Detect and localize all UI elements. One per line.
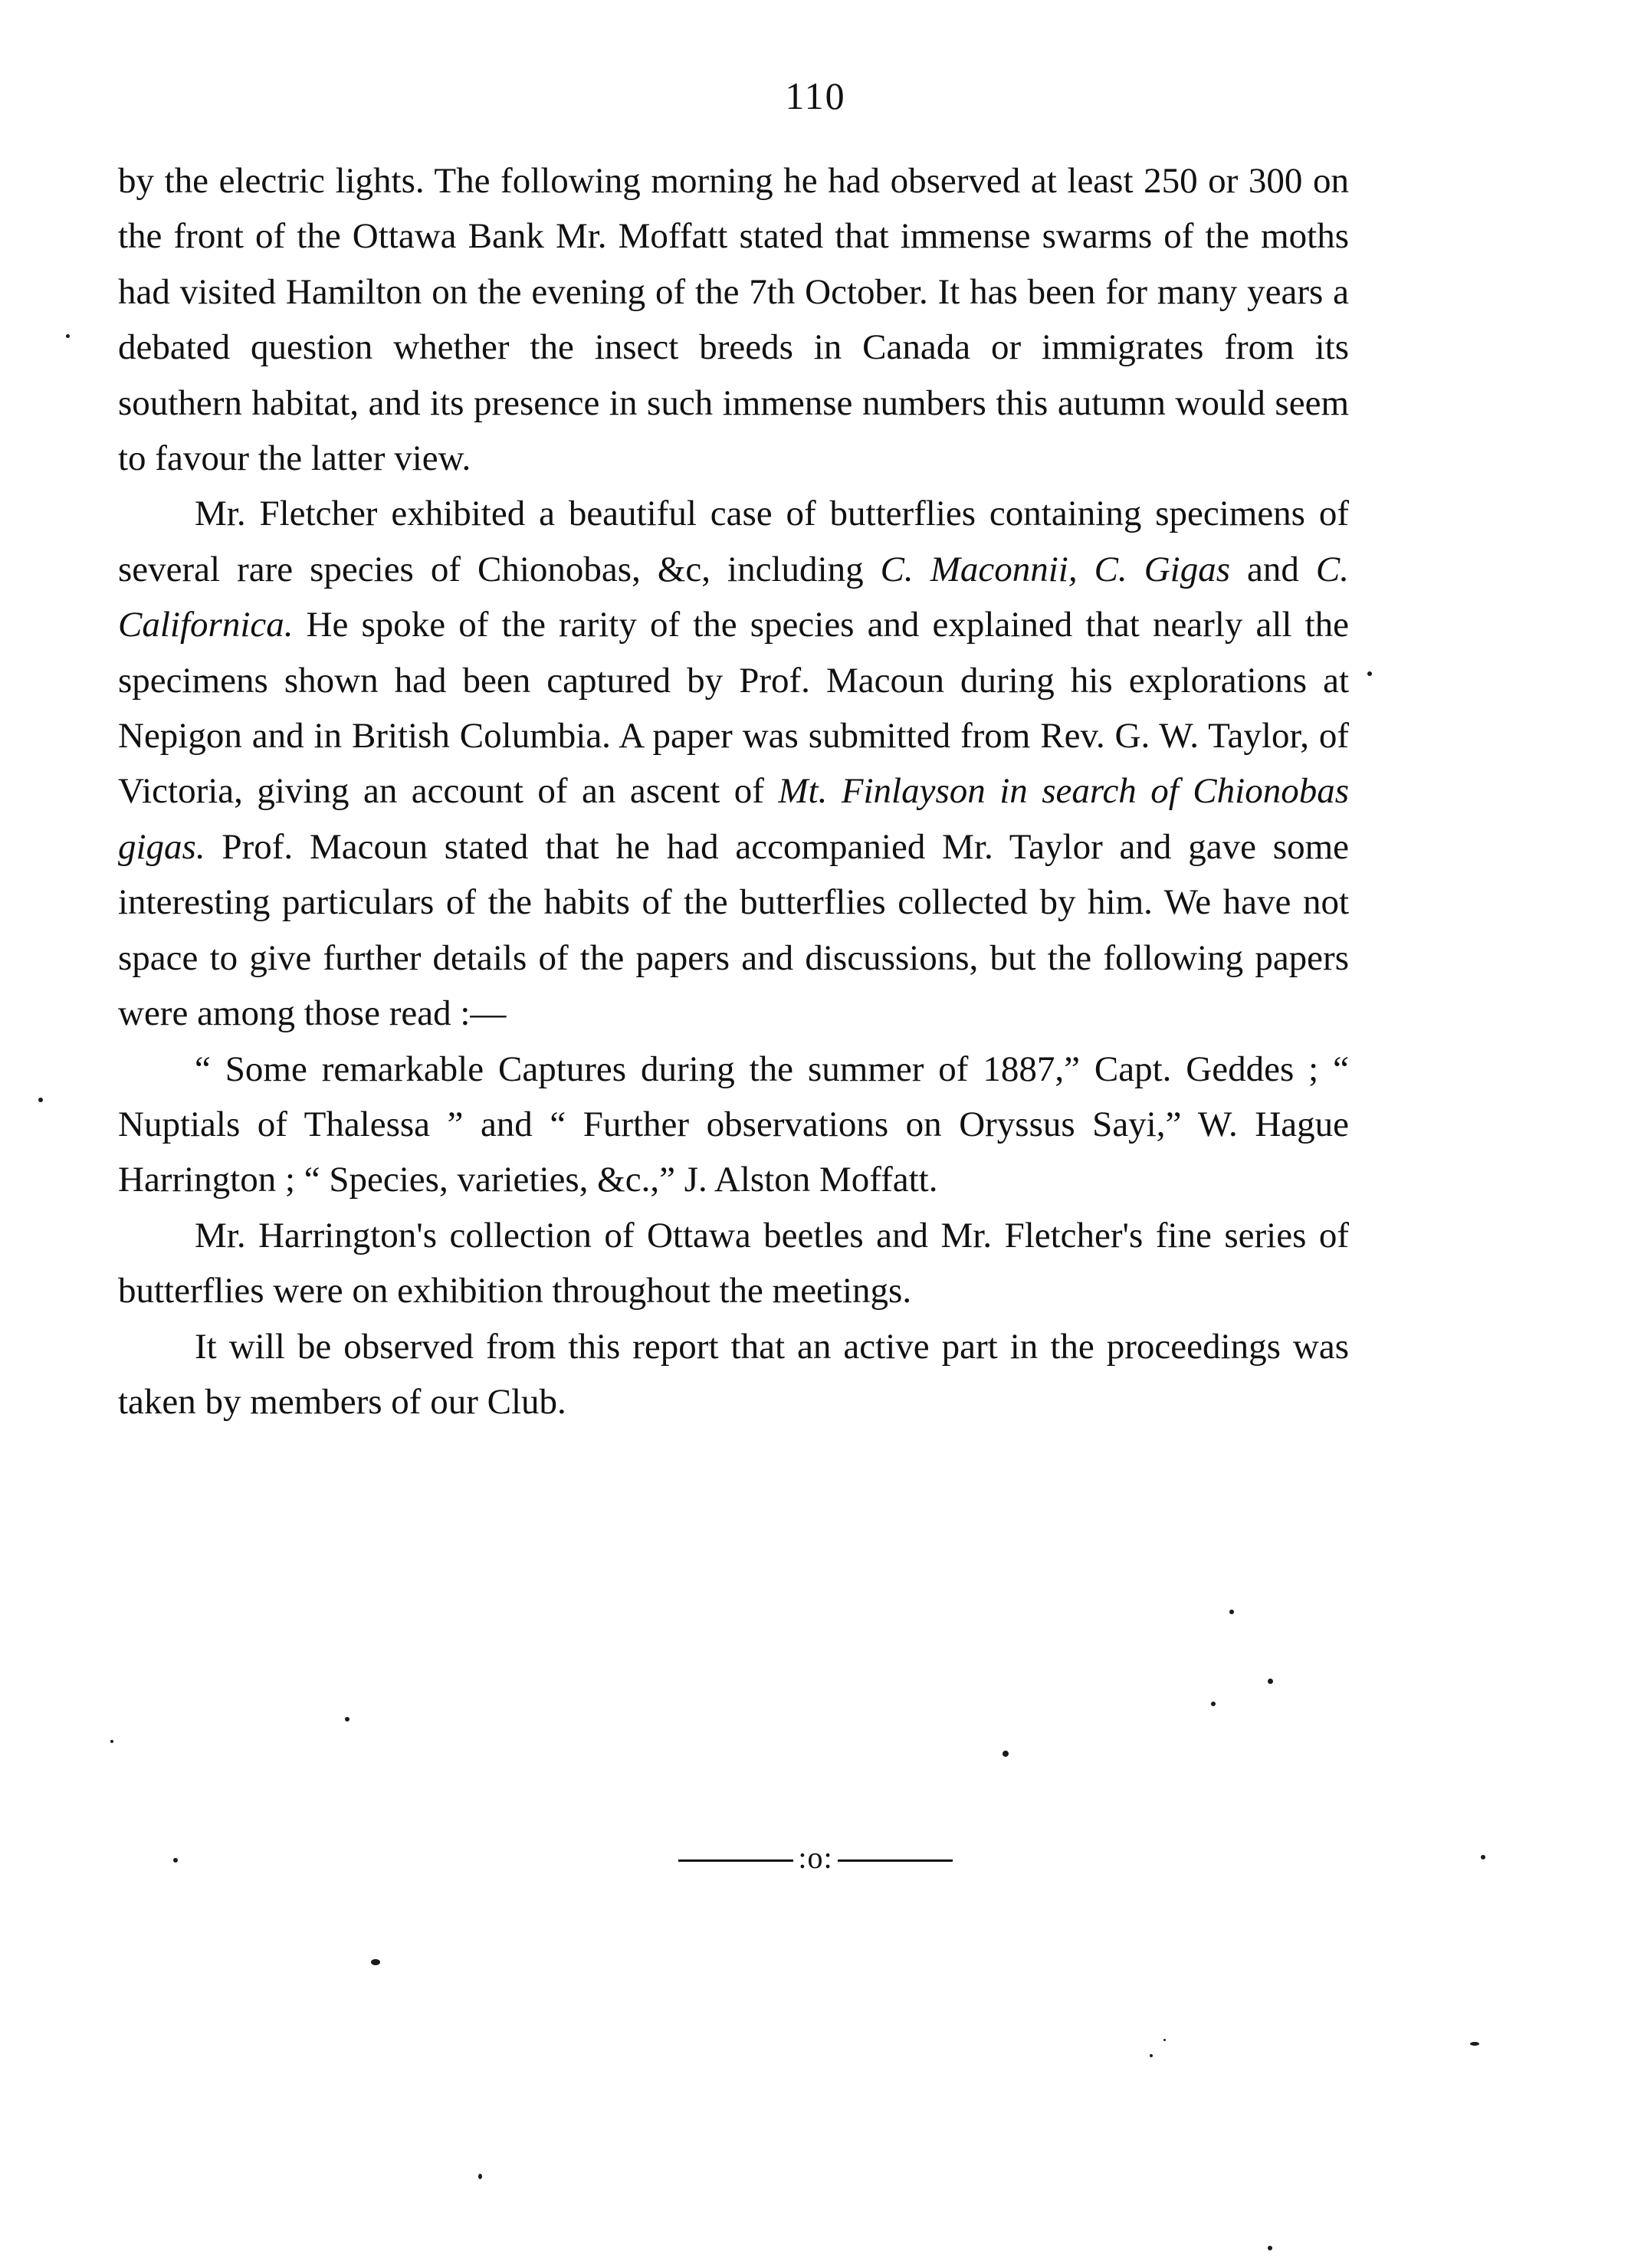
paper-title: Mt. Finlayson in search of Chionobas gigas. [118, 771, 1349, 867]
scan-speck [478, 2174, 482, 2179]
paragraph-text: and [1229, 549, 1316, 589]
scan-speck [173, 1858, 178, 1863]
scan-speck [1211, 1702, 1216, 1706]
paragraph-text: by the electric lights. The following morning he had observed at least 250 or 300 on the front of the Ottawa Bank Mr. Moffatt stated that immense swarms of the moths had visited Hamilton on the evening of the 7th October. It has been for many years a debated question whether the insect breeds in Canada or immigrates from its southern habitat, and its presence in such immense numbers this autumn would seem to favour the latter view. [118, 161, 1349, 479]
scan-speck [66, 334, 70, 338]
paragraph-text: It will be observed from this report that an active part in the proceedings was taken by members of our Club. [118, 1326, 1349, 1422]
scan-speck [1163, 2039, 1166, 2041]
scan-speck [1268, 1679, 1273, 1684]
separator-rule-left [678, 1859, 793, 1862]
paragraph-collections [118, 1208, 1349, 1319]
paragraph-butterfly-exhibit [118, 486, 1349, 1041]
scan-speck [1470, 2042, 1479, 2046]
scan-speck [38, 1098, 43, 1102]
paragraph-moth-observations [118, 153, 1349, 486]
scan-speck [345, 1717, 350, 1722]
scan-speck [1229, 1610, 1234, 1614]
separator-mark: :o: [798, 1840, 833, 1875]
scan-speck [1481, 1855, 1485, 1859]
scan-speck [1150, 2054, 1153, 2057]
species-names: C. Maconnii, C. Gigas [880, 549, 1230, 589]
paragraph-text: He spoke of the rarity of the species and explained that nearly all the specimens shown had been captured by Prof. Macoun during his explorations at Nepigon and in British Columbia. A paper was submitted from Rev. G. W. Taylor, of Victoria, giving an account of an ascent of [118, 605, 1349, 812]
scan-speck [1367, 671, 1372, 676]
section-separator [0, 1840, 1631, 1876]
paragraph-text: Mr. Harrington's collection of Ottawa beetles and Mr. Fletcher's fine series of butterflies were on exhibition throughout the meetings. [118, 1215, 1349, 1311]
scan-speck [371, 1959, 380, 1965]
paragraph-text: Prof. Macoun stated that he had accompanied Mr. Taylor and gave some interesting particulars of the habits of the butterflies collected by him. We have not space to give further details of the papers and discussions, but the following papers were among those read :— [118, 826, 1349, 1034]
species-name: C. Californica. [118, 549, 1349, 645]
paragraph-text: Mr. Fletcher exhibited a beautiful case of butterflies containing specimens of several rare species of Chionobas, &c, including [118, 494, 1349, 589]
scan-speck [110, 1740, 113, 1743]
page-number: 110 [785, 74, 846, 117]
paragraph-closing [118, 1319, 1349, 1430]
paragraph-text: “ Some remarkable Captures during the summer of 1887,” Capt. Geddes ; “ Nuptials of Thalessa ” and “ Further observations on Oryssus Sayi,” W. Hague Harrington ; “ Species, varieties, &c.,” J. Alston Moffatt. [118, 1049, 1349, 1200]
separator-rule-right [838, 1859, 953, 1862]
paragraph-papers-read [118, 1042, 1349, 1208]
body-text [118, 153, 1349, 1429]
scan-speck [1268, 2246, 1272, 2250]
scan-speck [1003, 1751, 1009, 1757]
